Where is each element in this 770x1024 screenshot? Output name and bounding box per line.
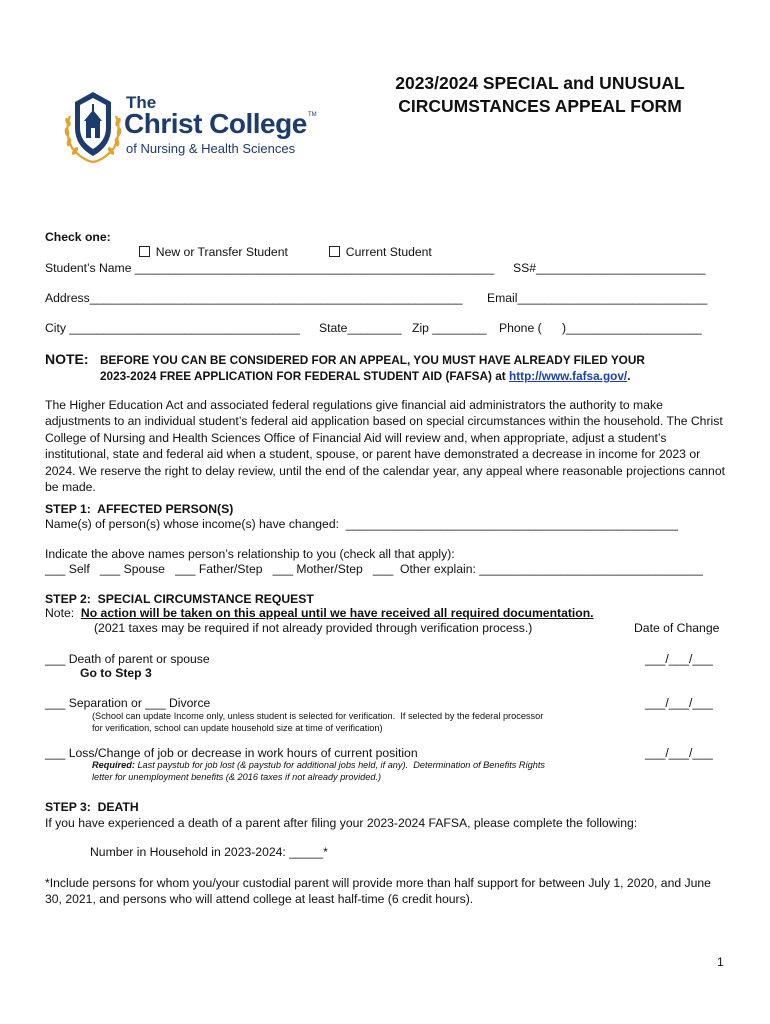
new-transfer-option[interactable]: [132, 230, 288, 261]
email-field[interactable]: Email____________________________: [487, 291, 708, 305]
note-line2: [100, 369, 631, 384]
step2-note-prefix: Note:: [45, 606, 81, 620]
note-line2-text: 2023-2024 FREE APPLICATION FOR FEDERAL STUDENT AID (FAFSA) at: [100, 369, 510, 383]
address-field[interactable]: Address_______________________________________________________: [45, 291, 463, 305]
relationship-instruction: Indicate the above names person’s relationship to you (check all that apply):: [45, 547, 455, 561]
separation-note-line2: for verification, school can update household size at time of verification): [92, 723, 383, 733]
relationship-options[interactable]: ___ Self ___ Spouse ___ Father/Step ___ Mother/Step ___ Other explain: _________________________________: [45, 562, 703, 576]
city-field[interactable]: City __________________________________: [45, 321, 300, 335]
step1-heading: STEP 1: AFFECTED PERSON(S): [45, 502, 234, 516]
form-title: [350, 72, 730, 118]
new-transfer-checkbox[interactable]: [139, 246, 150, 257]
required-label: Required:: [92, 760, 135, 770]
ss-field[interactable]: SS#_________________________: [513, 261, 706, 275]
step3-instruction: If you have experienced a death of a parent after filing your 2023-2024 FAFSA, please complete the following:: [45, 816, 638, 830]
household-footnote: *Include persons for whom you/your custodial parent will provide more than half support for between July 1, 2020, and June 30, 2021, and persons who will attend college at least half-time (6 credit hours).: [45, 876, 711, 907]
step2-note-underlined: No action will be taken on this appeal until we have received all required documentation.: [80, 606, 594, 620]
required-text1: Last paystub for job lost (& paystub for additional jobs held, if any). Determination of Benefits Rights: [134, 760, 545, 770]
check-one-label: Check one:: [45, 230, 111, 244]
step2-heading: STEP 2: SPECIAL CIRCUMSTANCE REQUEST: [45, 592, 314, 606]
taxes-note: (2021 taxes may be required if not already provided through verification process.): [94, 621, 533, 635]
affected-names-field[interactable]: Name(s) of person(s) whose income(s) have changed: _________________________________________________: [45, 517, 678, 531]
job-loss-option[interactable]: ___ Loss/Change of job or decrease in work hours of current position: [45, 746, 418, 760]
step2-note: [45, 606, 594, 621]
logo-trademark: TM: [308, 112, 317, 118]
student-name-field[interactable]: Student’s Name _____________________________________________________: [45, 261, 495, 275]
note-label: NOTE:: [45, 351, 89, 367]
logo-line-the: The: [126, 93, 157, 112]
date-of-change-header: Date of Change: [634, 621, 720, 635]
current-student-option[interactable]: [322, 230, 432, 261]
new-transfer-label: New or Transfer Student: [155, 245, 288, 260]
job-loss-required-line1: [92, 760, 545, 772]
form-title-line1: 2023/2024 SPECIAL and UNUSUAL: [395, 73, 685, 93]
note-line2-end: .: [627, 369, 631, 383]
separation-note-line1: (School can update Income only, unless student is selected for verification. If selected by the federal processor: [92, 711, 544, 721]
death-option[interactable]: ___ Death of parent or spouse: [45, 652, 210, 666]
separation-date-field[interactable]: ___/___/___: [645, 696, 713, 710]
fafsa-link[interactable]: http://www.fafsa.gov/: [509, 369, 628, 383]
page-number: 1: [717, 955, 724, 969]
note-line1: BEFORE YOU CAN BE CONSIDERED FOR AN APPEAL, YOU MUST HAVE ALREADY FILED YOUR: [100, 353, 645, 367]
shield-emblem-icon: [62, 88, 124, 164]
form-title-line2: CIRCUMSTANCES APPEAL FORM: [398, 95, 682, 116]
state-field[interactable]: State________: [319, 321, 402, 335]
logo-line-christ-college: Christ College: [124, 108, 307, 139]
phone-field[interactable]: Phone ( )____________________: [499, 321, 702, 335]
current-student-label: Current Student: [345, 245, 432, 260]
household-number-field[interactable]: Number in Household in 2023-2024: _____*: [90, 845, 328, 859]
death-date-field[interactable]: ___/___/___: [645, 652, 713, 666]
zip-field[interactable]: Zip ________: [412, 321, 487, 335]
job-loss-required-line2: letter for unemployment benefits (& 2016 taxes if not already provided.): [92, 772, 382, 782]
separation-divorce-option[interactable]: ___ Separation or ___ Divorce: [45, 696, 211, 710]
job-loss-date-field[interactable]: ___/___/___: [645, 746, 713, 760]
step3-heading: STEP 3: DEATH: [45, 800, 139, 814]
current-student-checkbox[interactable]: [329, 246, 340, 257]
intro-paragraph: The Higher Education Act and associated federal regulations give financial aid administrators the authority to make adjustments to an individual student’s federal aid application based on special circumstances within the household. The Christ College of Nursing and Health Sciences Office of Financial Aid will review and, when appropriate, adjust a student’s institutional, state and federal aid when a student, spouse, or parent have demonstrated a decrease in income for 2023 or 2024. We reserve the right to delay review, until the end of the calendar year, any appeal where reasonable projections cannot be made.: [45, 398, 725, 495]
logo-line-subtitle: of Nursing & Health Sciences: [126, 141, 296, 156]
college-logo: [62, 88, 322, 164]
go-to-step3: Go to Step 3: [80, 666, 152, 680]
